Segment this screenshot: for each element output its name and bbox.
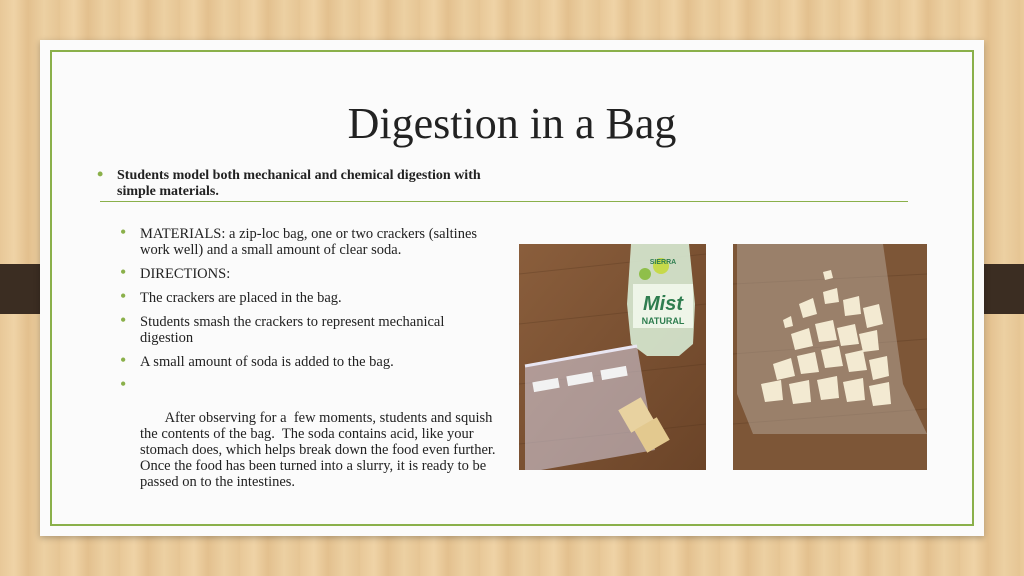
bullet-list	[120, 222, 503, 514]
intro-label: Students model both mechanical and chemical digestion with simple materials.	[117, 168, 481, 199]
list-item-text: The crackers are placed in the bag.	[140, 290, 342, 306]
bullet-icon: •	[120, 286, 127, 306]
bullet-icon: •	[120, 310, 127, 330]
bottle-brand-prefix: SIERRA	[649, 259, 677, 266]
photo-smashed-crackers	[733, 244, 927, 470]
list-item-text: After observing for a few moments, students and squish the contents of the bag. The soda contains acid, like your stomach does, which helps break down the food even further. Once the food has been turned into a slurry, it is ready to be passed on to the intestines.	[140, 410, 503, 490]
list-item-text: A small amount of soda is added to the bag.	[140, 354, 394, 370]
list-item-text: DIRECTIONS:	[140, 266, 231, 282]
list-item	[120, 262, 500, 282]
slide	[40, 40, 984, 536]
list-item	[120, 310, 500, 346]
bullet-icon: •	[120, 374, 127, 394]
bullet-icon: •	[120, 222, 127, 242]
bottle-brand-suffix: NATURAL	[641, 316, 685, 326]
list-item	[120, 350, 500, 370]
list-item-text: MATERIALS: a zip-loc bag, one or two crackers (saltines work well) and a small amount of clear soda.	[140, 226, 478, 258]
divider-line	[100, 201, 908, 202]
bullet-icon: •	[97, 164, 104, 184]
list-item	[120, 374, 503, 506]
slide-title: Digestion in a Bag	[347, 99, 677, 148]
list-item-text: Students smash the crackers to represent mechanical digestion	[140, 314, 445, 346]
bullet-icon: •	[120, 350, 127, 370]
soda-bottle	[627, 244, 695, 356]
list-item	[120, 286, 500, 306]
photo-bottle-and-bags	[519, 244, 706, 470]
bottle-brand: Mist	[643, 293, 683, 315]
intro-text	[97, 164, 497, 200]
bottle-bags-illustration	[519, 244, 706, 470]
smashed-crackers-illustration	[733, 244, 927, 470]
list-item	[120, 222, 500, 258]
bullet-icon: •	[120, 262, 127, 282]
